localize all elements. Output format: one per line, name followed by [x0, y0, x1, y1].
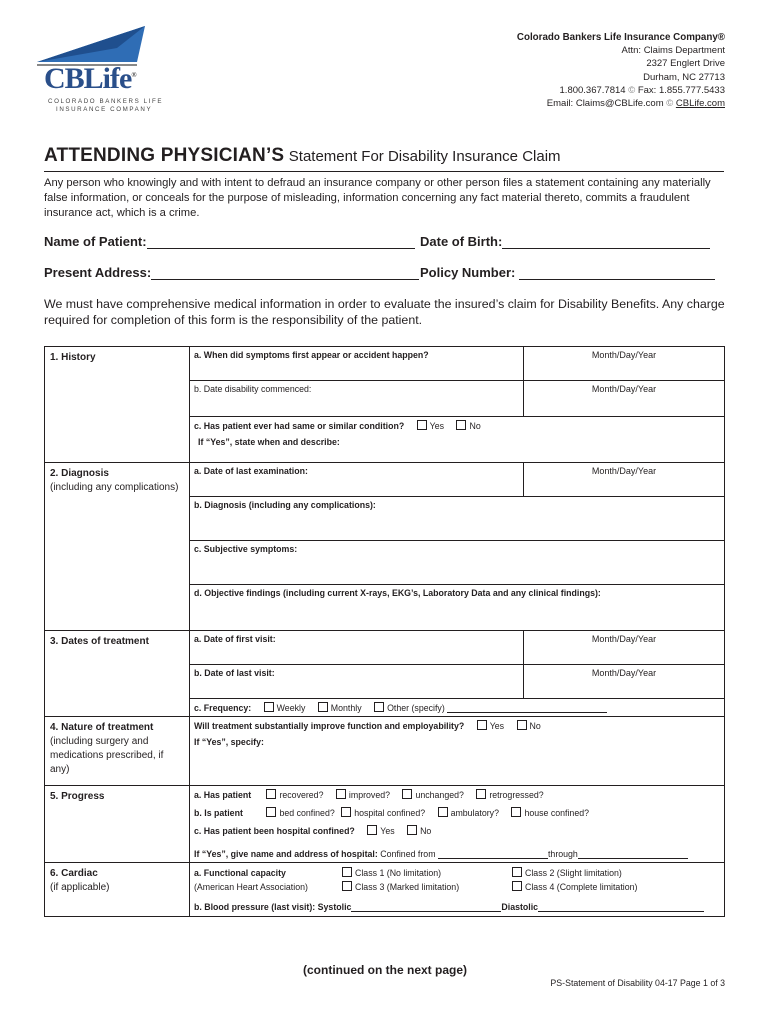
company-address-block — [517, 31, 725, 110]
retrogressed-checkbox[interactable] — [476, 789, 486, 799]
logo-wordmark: CBLife® — [44, 62, 136, 95]
street-line: 2327 Englert Drive — [646, 58, 725, 70]
unchanged-checkbox[interactable] — [402, 789, 412, 799]
similar-no-checkbox[interactable] — [456, 420, 466, 430]
ambulatory-checkbox[interactable] — [438, 807, 448, 817]
similar-yes-checkbox[interactable] — [417, 420, 427, 430]
confinement-row: b. Is patient bed confined? hospital confined? ambulatory? house confined? — [190, 804, 725, 822]
recovered-checkbox[interactable] — [266, 789, 276, 799]
dob-field[interactable]: Date of Birth: — [420, 234, 710, 249]
hospital-yes-checkbox[interactable] — [367, 825, 377, 835]
hospital-no-checkbox[interactable] — [407, 825, 417, 835]
company-name: Colorado Bankers Life Insurance Company® — [516, 32, 725, 43]
section-progress: 5. Progress — [45, 786, 190, 863]
fraud-warning: Any person who knowingly and with intent to defraud an insurance company or other person files a statement containing any materially false information, or conceals for the purpose of misleading, information concerning any fact material thereto, commits a fraudulent insurance act, which is a crime. — [44, 177, 711, 219]
bed-confined-checkbox[interactable] — [266, 807, 276, 817]
weekly-checkbox[interactable] — [264, 702, 274, 712]
confined-through-field[interactable] — [578, 858, 688, 859]
hospital-confined-question: c. Has patient been hospital confined? Yes No — [190, 822, 725, 842]
other-frequency-field[interactable] — [447, 712, 607, 713]
class4-checkbox[interactable] — [512, 881, 522, 891]
class2-checkbox[interactable] — [512, 867, 522, 877]
email-line: Email: Claims@CBLife.com © CBLife.com — [546, 98, 725, 110]
section-history: 1. History — [45, 347, 190, 463]
hospital-confined-checkbox[interactable] — [341, 807, 351, 817]
website-link[interactable]: CBLife.com — [675, 98, 725, 110]
attn-line: Attn: Claims Department — [621, 45, 725, 57]
last-visit-date-field[interactable]: Month/Day/Year — [524, 664, 725, 698]
improved-checkbox[interactable] — [336, 789, 346, 799]
last-exam-date-field[interactable]: Month/Day/Year — [524, 462, 725, 496]
diastolic-field[interactable] — [538, 911, 704, 912]
disability-date-question[interactable]: b. Date disability commenced: — [190, 381, 524, 417]
intro-text: We must have comprehensive medical information in order to evaluate the insured’s claim for Disability Benefits. Any charge required for completion of this form is the responsibility of the patient. — [44, 297, 725, 327]
similar-condition-question: c. Has patient ever had same or similar condition? Yes No — [190, 417, 725, 435]
page-title: ATTENDING PHYSICIAN’S Statement For Disability Insurance Claim — [44, 145, 724, 172]
patient-status-row: a. Has patient recovered? improved? unchanged? retrogressed? — [190, 786, 725, 804]
similar-describe-field[interactable]: If “Yes”, state when and describe: — [190, 434, 725, 462]
symptoms-date-field[interactable]: Month/Day/Year — [524, 347, 725, 381]
functional-capacity-row: a. Functional capacity (American Heart Association)Class 1 (No limitation) Class 3 (Marked limitation)Class 2 (Slight limitation) Class 4 (Complete limitation) — [190, 862, 725, 897]
section-diagnosis: 2. Diagnosis (including any complications) — [45, 462, 190, 630]
improvement-question: Will treatment substantially improve function and employability? Yes No — [190, 716, 725, 734]
physician-form-table — [44, 346, 725, 917]
systolic-field[interactable] — [351, 911, 501, 912]
first-visit-date-field[interactable]: Month/Day/Year — [524, 630, 725, 664]
other-frequency-checkbox[interactable] — [374, 702, 384, 712]
symptoms-date-question[interactable]: a. When did symptoms first appear or accident happen? — [190, 347, 524, 381]
improve-yes-checkbox[interactable] — [477, 720, 487, 730]
frequency-row: c. Frequency: Weekly Monthly Other (specify) — [190, 698, 725, 716]
diagnosis-field[interactable]: b. Diagnosis (including any complications): — [190, 496, 725, 540]
house-confined-checkbox[interactable] — [511, 807, 521, 817]
last-visit-question[interactable]: b. Date of last visit: — [190, 664, 524, 698]
patient-name-field[interactable]: Name of Patient: — [44, 234, 415, 249]
address-field[interactable]: Present Address: — [44, 265, 419, 280]
confined-from-field[interactable] — [438, 858, 548, 859]
class3-checkbox[interactable] — [342, 881, 352, 891]
improvement-specify-field[interactable]: If “Yes”, specify: — [190, 734, 725, 786]
blood-pressure-row: b. Blood pressure (last visit): Systolic Diastolic — [190, 897, 725, 917]
last-exam-question[interactable]: a. Date of last examination: — [190, 462, 524, 496]
section-dates-treatment: 3. Dates of treatment — [45, 630, 190, 716]
section-cardiac: 6. Cardiac (if applicable) — [45, 862, 190, 917]
hospital-details-row: If “Yes”, give name and address of hospital: Confined from through — [190, 842, 725, 863]
page-number: PS-Statement of Disability 04-17 Page 1 of 3 — [550, 978, 725, 988]
objective-findings-field[interactable]: d. Objective findings (including current X-rays, EKG’s, Laboratory Data and any clinical findings): — [190, 584, 725, 630]
first-visit-question[interactable]: a. Date of first visit: — [190, 630, 524, 664]
class1-checkbox[interactable] — [342, 867, 352, 877]
monthly-checkbox[interactable] — [318, 702, 328, 712]
continued-note: (continued on the next page) — [303, 963, 467, 977]
phone-fax-line: 1.800.367.7814 © Fax: 1.855.777.5433 — [559, 84, 725, 96]
section-nature-treatment: 4. Nature of treatment (including surgery and medications prescribed, if any) — [45, 716, 190, 786]
city-line: Durham, NC 27713 — [643, 71, 725, 83]
disability-date-field[interactable]: Month/Day/Year — [524, 381, 725, 417]
logo-wedge-graphic — [37, 26, 147, 66]
improve-no-checkbox[interactable] — [517, 720, 527, 730]
policy-number-field[interactable]: Policy Number: — [420, 265, 715, 280]
logo-subtitle: COLORADO BANKERS LIFE INSURANCE COMPANY — [48, 98, 164, 113]
subjective-symptoms-field[interactable]: c. Subjective symptoms: — [190, 540, 725, 584]
